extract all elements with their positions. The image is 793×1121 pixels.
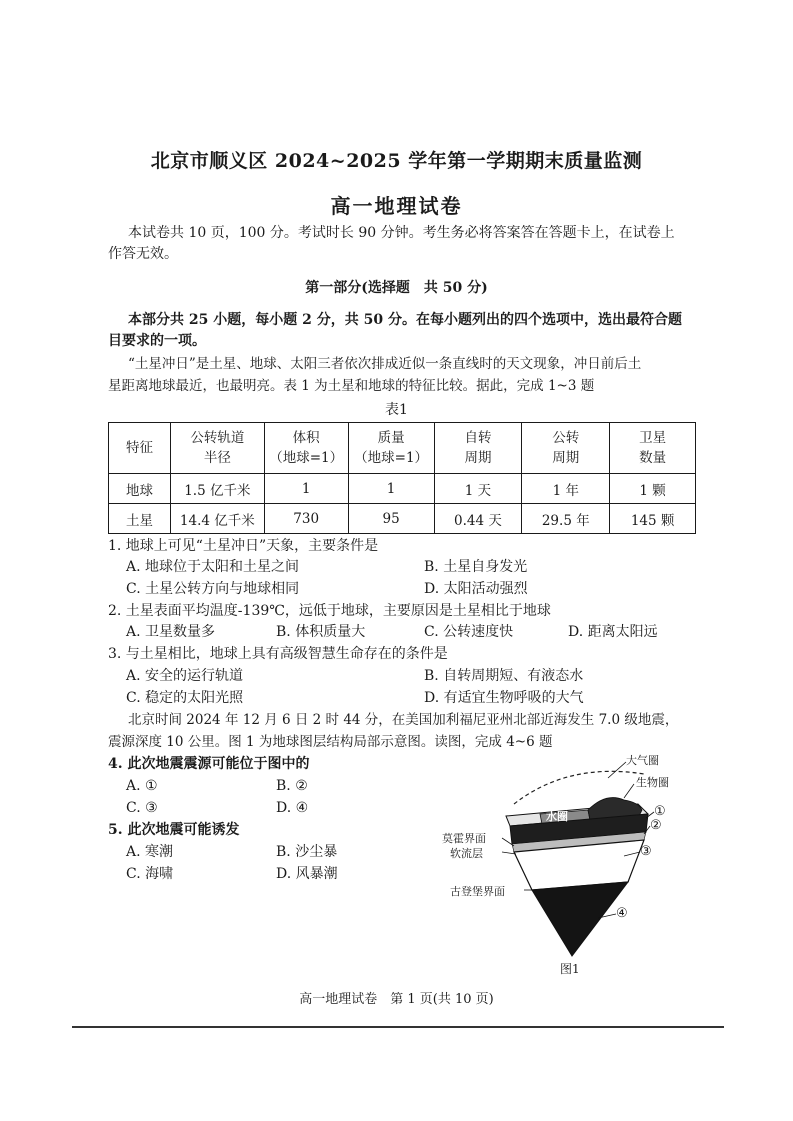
- table-cell: 1 年: [522, 474, 610, 504]
- question-3-stem: 3. 与土星相比，地球上具有高级智慧生命存在的条件是: [108, 646, 448, 662]
- comparison-table: [108, 422, 696, 534]
- question-4-option-b[interactable]: B. ②: [276, 778, 308, 794]
- question-3-option-c[interactable]: C. 稳定的太阳光照: [126, 690, 244, 706]
- question-4-option-a[interactable]: A. ①: [126, 778, 158, 794]
- label-n1: ①: [654, 804, 666, 819]
- question-1-option-b[interactable]: B. 土星自身发光: [424, 559, 528, 575]
- exam-title: 北京市顺义区 2024~2025 学年第一学期期末质量监测: [150, 150, 643, 172]
- header-text: 公转轨道: [190, 430, 245, 446]
- header-text: （地球=1）: [269, 450, 344, 466]
- question-4-option-c[interactable]: C. ③: [126, 800, 158, 816]
- header-text: 公转: [552, 430, 580, 446]
- label-n2: ②: [650, 818, 662, 833]
- question-3-option-a[interactable]: A. 安全的运行轨道: [126, 668, 244, 684]
- label-gutenberg: 古登堡界面: [450, 885, 505, 898]
- leader-biosphere: [624, 784, 634, 798]
- figure-caption: 图1: [560, 962, 580, 976]
- header-cell: [109, 423, 171, 474]
- passage-1-line-2: 星距离地球最近，也最明亮。表 1 为土星和地球的特征比较。据此，完成 1~3 题: [108, 378, 595, 394]
- intro-line-2: 作答无效。: [108, 246, 178, 262]
- question-4-option-d[interactable]: D. ④: [276, 800, 309, 816]
- label-n3: ③: [640, 844, 652, 859]
- header-cell: [264, 423, 348, 474]
- label-asthenosphere: 软流层: [450, 847, 483, 860]
- table-cell: 1.5 亿千米: [171, 474, 265, 504]
- question-1-stem: 1. 地球上可见“土星冲日”天象，主要条件是: [108, 538, 379, 554]
- part-instruction-2: 目要求的一项。: [108, 333, 206, 349]
- question-3-option-b[interactable]: B. 自转周期短、有液态水: [424, 668, 584, 684]
- question-2-option-d[interactable]: D. 距离太阳远: [568, 624, 658, 640]
- leader-atmosphere: [608, 762, 626, 778]
- table-caption: 表1: [385, 402, 408, 418]
- header-text: 数量: [639, 450, 667, 466]
- question-5-option-b[interactable]: B. 沙尘暴: [276, 844, 338, 860]
- label-n4: ④: [616, 906, 628, 921]
- header-text: 周期: [552, 450, 580, 466]
- passage-1-line-1: “土星冲日”是土星、地球、太阳三者依次排成近似一条直线时的天文现象，冲日前后土: [128, 356, 642, 372]
- intro-line-1: 本试卷共 10 页，100 分。考试时长 90 分钟。考生务必将答案答在答题卡上，在试卷上: [128, 225, 675, 241]
- question-2-stem: 2. 土星表面平均温度-139℃，远低于地球，主要原因是土星相比于地球: [108, 603, 551, 619]
- table-cell: 1 天: [434, 474, 522, 504]
- footer-rule: [72, 1026, 724, 1028]
- table-cell: 1: [348, 474, 434, 504]
- question-1-option-c[interactable]: C. 土星公转方向与地球相同: [126, 581, 300, 597]
- label-moho: 莫霍界面: [442, 832, 486, 845]
- table-cell: 土星: [109, 504, 171, 534]
- header-text: 半径: [203, 450, 231, 466]
- table-row: [109, 504, 696, 534]
- table-cell: 145 颗: [610, 504, 696, 534]
- part-instruction-1: 本部分共 25 小题，每小题 2 分，共 50 分。在每小题列出的四个选项中，选出最符合题: [128, 312, 682, 328]
- table-cell: 14.4 亿千米: [171, 504, 265, 534]
- header-text: 周期: [464, 450, 492, 466]
- table-cell: 1 颗: [610, 474, 696, 504]
- label-hydrosphere: 水圈: [546, 810, 568, 823]
- header-text: 特征: [126, 440, 153, 456]
- header-cell: [522, 423, 610, 474]
- label-biosphere: 生物圈: [636, 776, 669, 789]
- question-2-option-a[interactable]: A. 卫星数量多: [126, 624, 216, 640]
- table-cell: 730: [264, 504, 348, 534]
- question-5-option-d[interactable]: D. 风暴潮: [276, 866, 338, 882]
- header-text: 体积: [292, 430, 320, 446]
- subject-title: 高一地理试卷: [330, 194, 463, 218]
- label-atmosphere: 大气圈: [626, 754, 659, 767]
- table-row: [109, 474, 696, 504]
- passage-2-line-1: 北京时间 2024 年 12 月 6 日 2 时 44 分，在美国加利福尼亚州北部近海发生 7.0 级地震，: [128, 712, 679, 728]
- header-text: 自转: [464, 430, 492, 446]
- table-cell: 95: [348, 504, 434, 534]
- question-4-stem: 4. 此次地震震源可能位于图中的: [108, 756, 310, 772]
- question-3-option-d[interactable]: D. 有适宜生物呼吸的大气: [424, 690, 584, 706]
- question-5-option-a[interactable]: A. 寒潮: [126, 844, 174, 860]
- core-section: [532, 882, 628, 956]
- header-text: 质量: [377, 430, 405, 446]
- part-title: 第一部分(选择题 共 50 分): [305, 280, 488, 296]
- table-cell: 0.44 天: [434, 504, 522, 534]
- page-footer: 高一地理试卷 第 1 页(共 10 页): [299, 992, 494, 1007]
- header-text: （地球=1）: [354, 450, 429, 466]
- table-header-row: [109, 423, 696, 474]
- header-cell: [610, 423, 696, 474]
- passage-2-line-2: 震源深度 10 公里。图 1 为地球图层结构局部示意图。读图，完成 4~6 题: [108, 734, 553, 750]
- header-cell: [348, 423, 434, 474]
- header-text: 卫星: [639, 430, 667, 446]
- header-cell: [171, 423, 265, 474]
- question-5-stem: 5. 此次地震可能诱发: [108, 822, 240, 838]
- question-1-option-d[interactable]: D. 太阳活动强烈: [424, 581, 528, 597]
- table-cell: 1: [264, 474, 348, 504]
- question-5-option-c[interactable]: C. 海啸: [126, 866, 174, 882]
- question-1-option-a[interactable]: A. 地球位于太阳和土星之间: [126, 559, 300, 575]
- atmosphere-arc: [514, 771, 644, 804]
- header-cell: [434, 423, 522, 474]
- question-2-option-c[interactable]: C. 公转速度快: [424, 624, 514, 640]
- table-cell: 29.5 年: [522, 504, 610, 534]
- earth-layers-figure: [442, 752, 688, 977]
- table-cell: 地球: [109, 474, 171, 504]
- question-2-option-b[interactable]: B. 体积质量大: [276, 624, 366, 640]
